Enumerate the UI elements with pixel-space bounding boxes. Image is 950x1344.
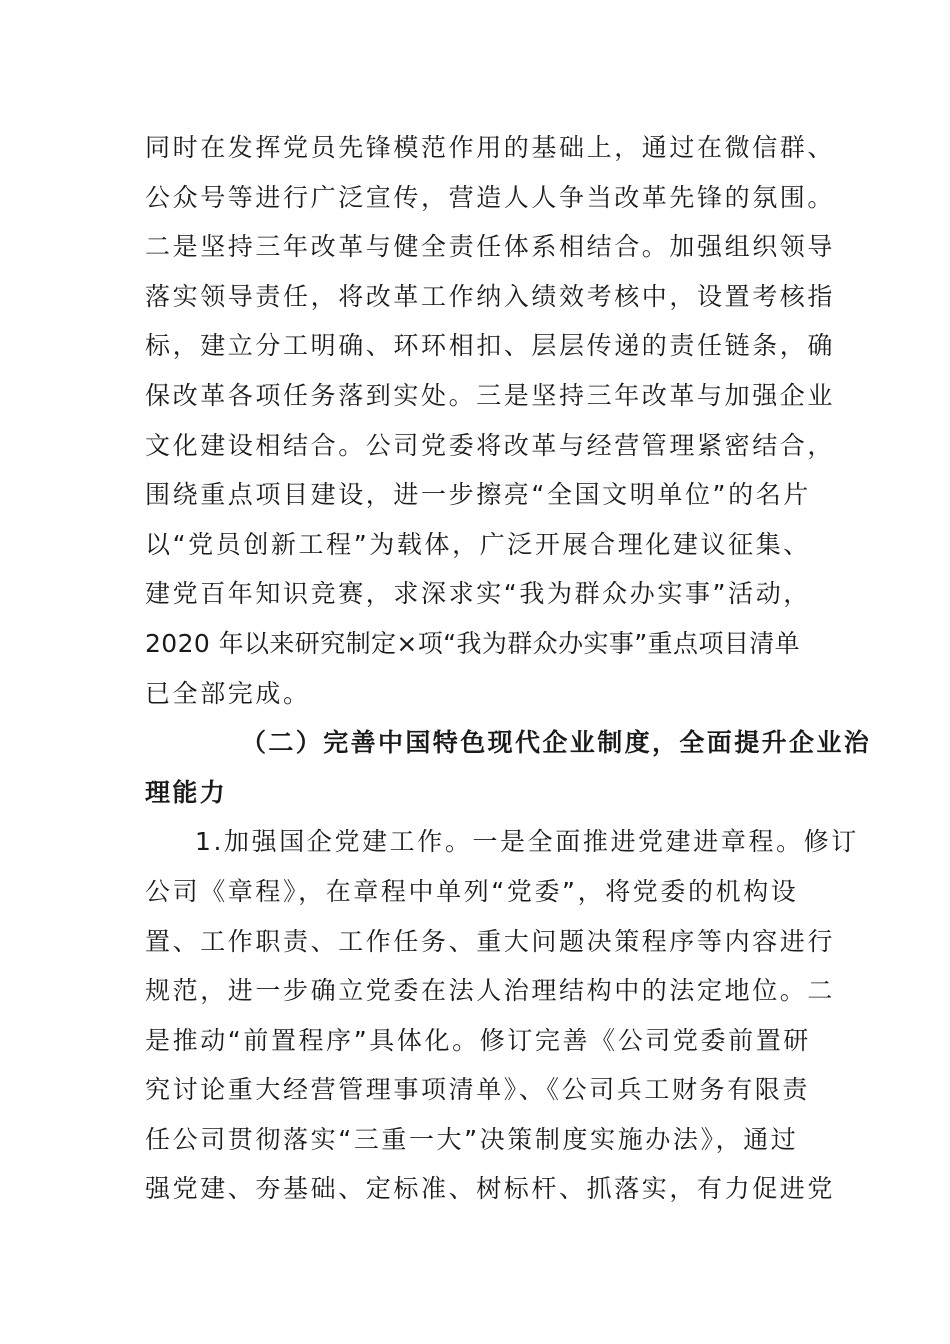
section-paragraph-line: 1.加强国企党建工作。一是全面推进党建进章程。修订	[195, 827, 859, 857]
section-paragraph-line: 究讨论重大经营管理事项清单》、《公司兵工财务有限责	[145, 1075, 811, 1105]
section-paragraph-line: 置、工作职责、工作任务、重大问题决策程序等内容进行	[145, 926, 836, 956]
section-heading-continued: 理能力	[145, 777, 228, 807]
section-paragraph-line: 任公司贯彻落实“三重一大”决策制度实施办法》，通过	[145, 1124, 799, 1154]
section-paragraph-line: 强党建、夯基础、定标准、树标杆、抓落实，有力促进党	[145, 1174, 836, 1204]
section-paragraph-line: 是推动“前置程序”具体化。修订完善《公司党委前置研	[145, 1025, 811, 1055]
paragraph-line: 以“党员创新工程”为载体，广泛开展合理化建议征集、	[145, 529, 811, 559]
section-paragraph-line: 规范，进一步确立党委在法人治理结构中的法定地位。二	[145, 976, 836, 1006]
paragraph-line: 建党百年知识竞赛，求深求实“我为群众办实事”活动，	[145, 579, 811, 609]
paragraph-line: 落实领导责任，将改革工作纳入绩效考核中，设置考核指	[145, 281, 836, 311]
paragraph-line: 保改革各项任务落到实处。三是坚持三年改革与加强企业	[145, 380, 836, 410]
document-body	[145, 123, 872, 1214]
paragraph-line: 2020 年以来研究制定×项“我为群众办实事”重点项目清单	[145, 628, 801, 658]
paragraph-line: 围绕重点项目建设，进一步擦亮“全国文明单位”的名片	[145, 480, 811, 510]
section-paragraph-line: 公司《章程》，在章程中单列“党委”，将党委的机构设	[145, 876, 799, 906]
section-heading: （二）完善中国特色现代企业制度，全面提升企业治	[241, 728, 872, 758]
paragraph-line: 标，建立分工明确、环环相扣、层层传递的责任链条，确	[145, 331, 836, 361]
paragraph-line: 已全部完成。	[145, 678, 311, 708]
paragraph-line: 文化建设相结合。公司党委将改革与经营管理紧密结合，	[145, 430, 836, 460]
paragraph-line: 同时在发挥党员先锋模范作用的基础上，通过在微信群、	[145, 133, 836, 162]
paragraph-line: 公众号等进行广泛宣传，营造人人争当改革先锋的氛围。	[145, 182, 836, 212]
paragraph-line: 二是坚持三年改革与健全责任体系相结合。加强组织领导	[145, 232, 836, 262]
